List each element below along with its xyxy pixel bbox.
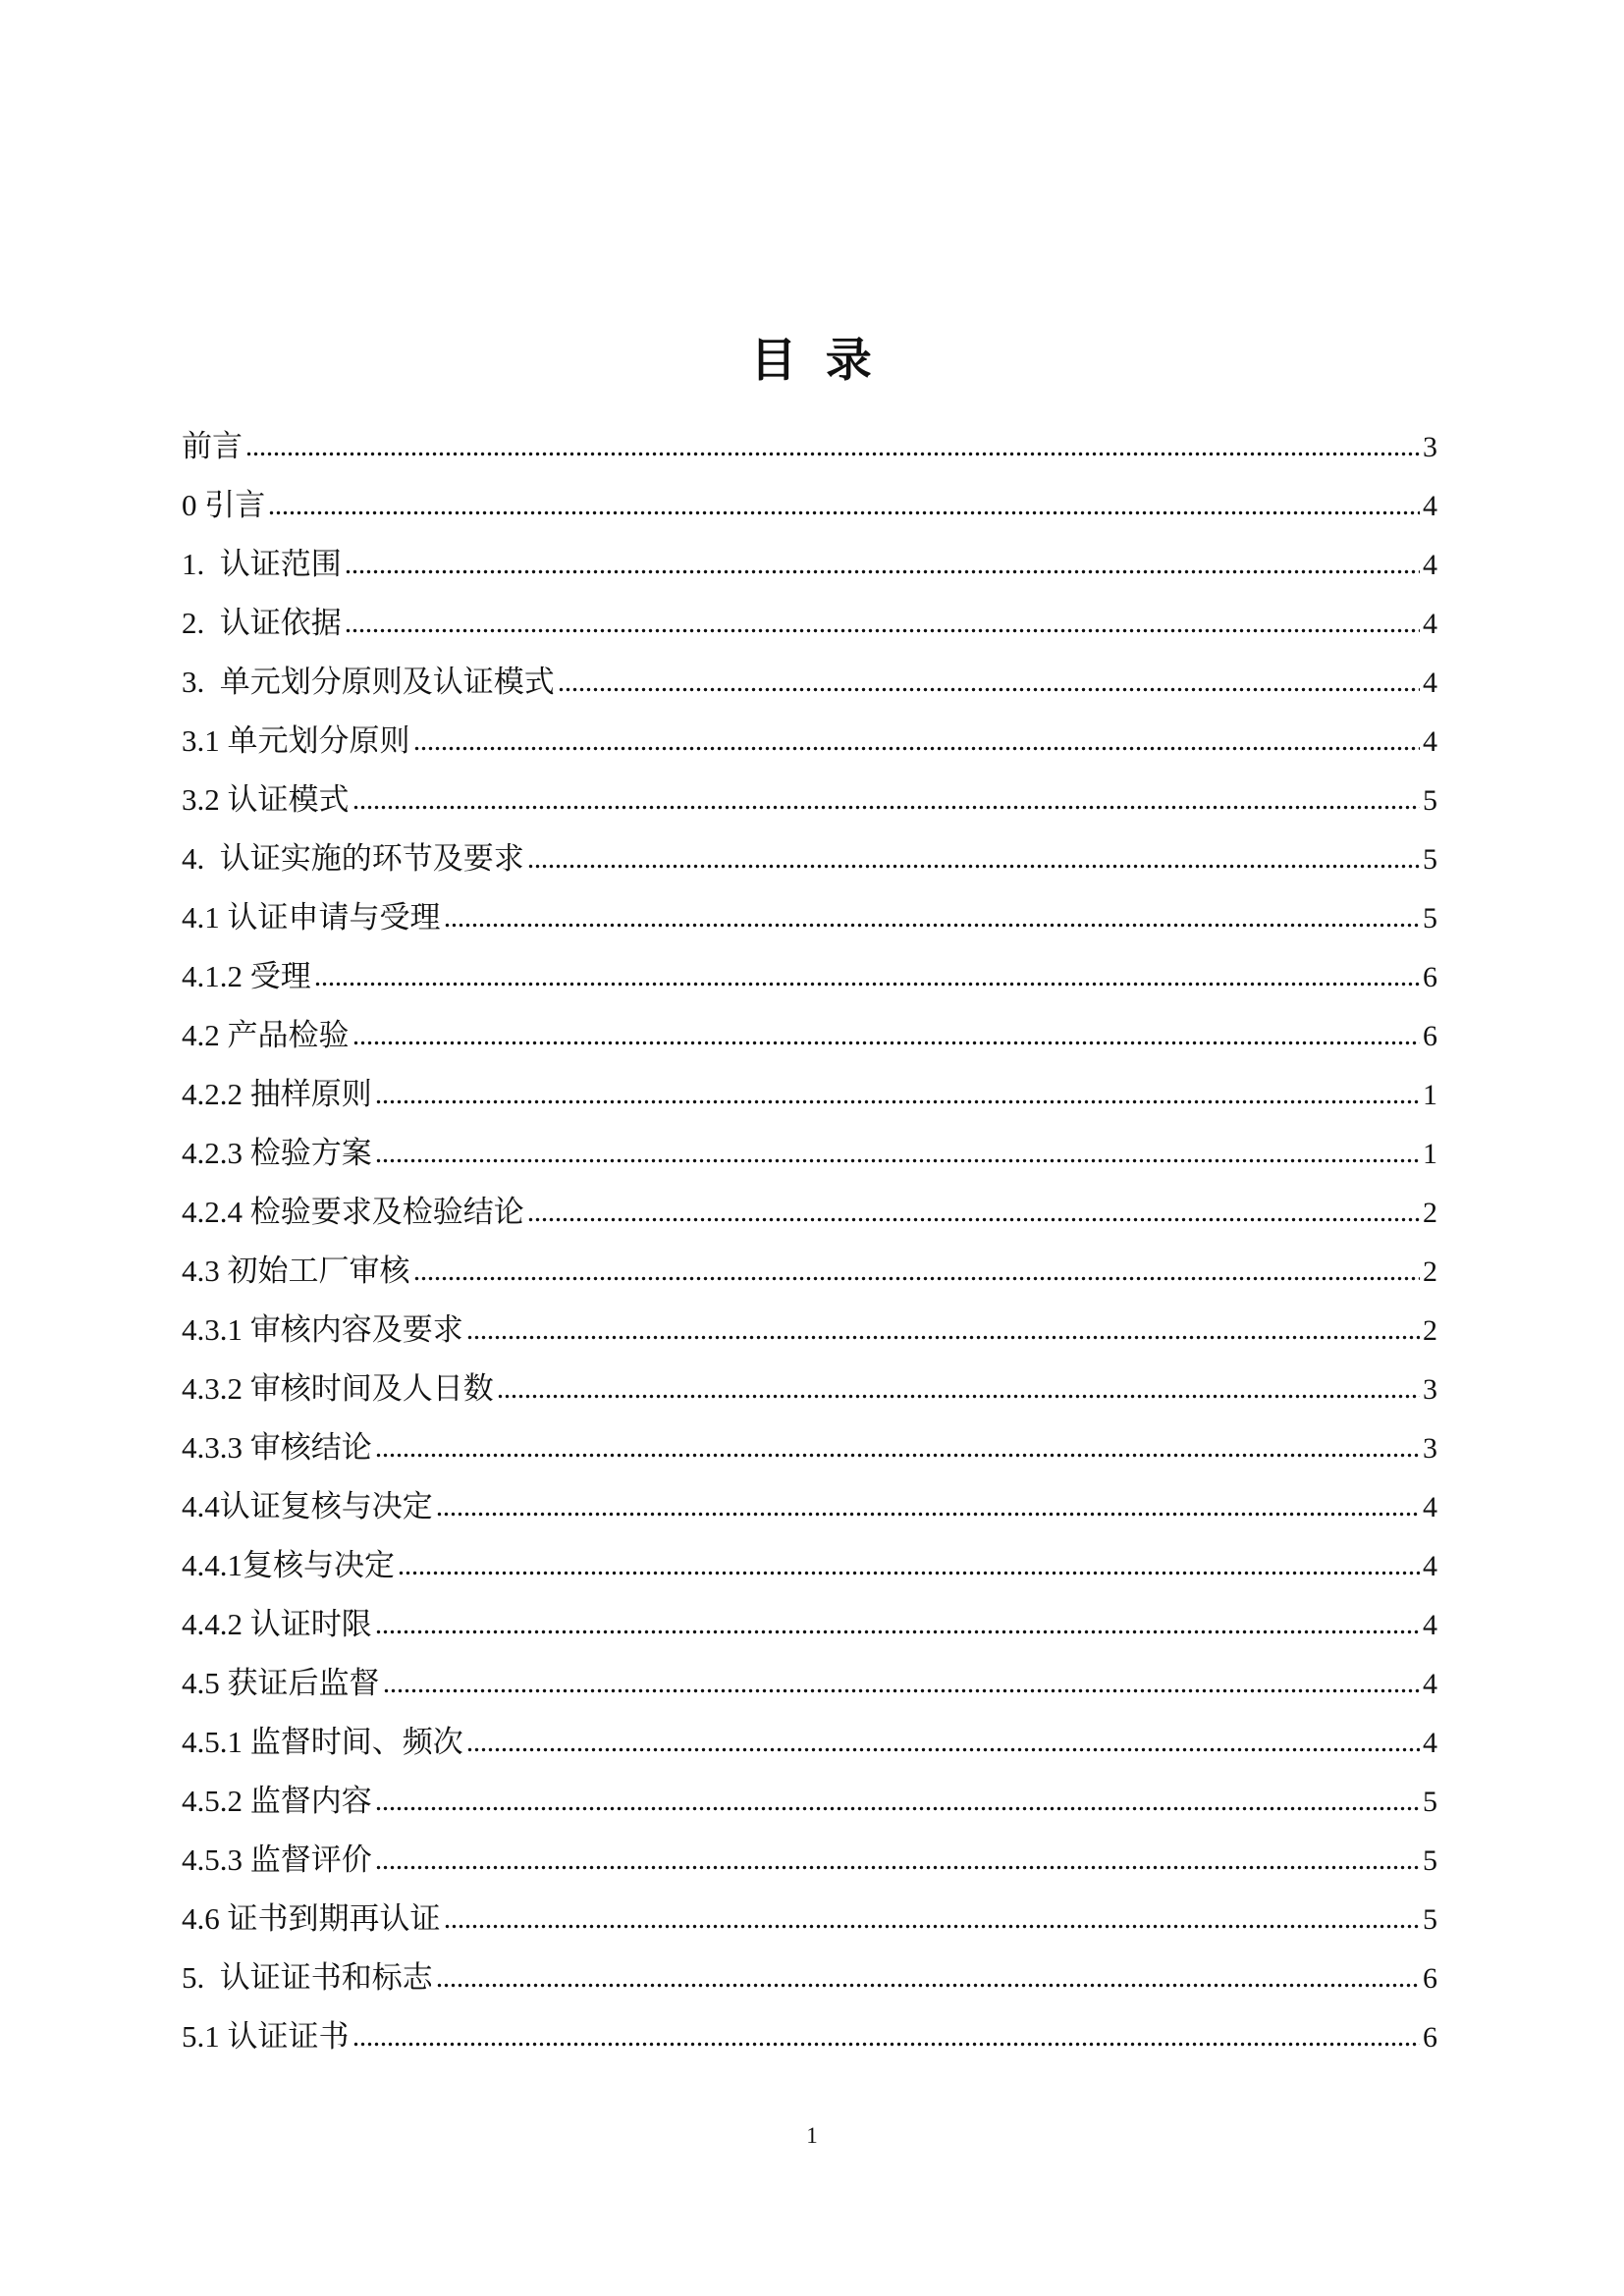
toc-entry[interactable] xyxy=(182,1242,1437,1301)
dotted-leader xyxy=(353,1041,1421,1045)
toc-entry-label: 4.1 认证申请与受理 xyxy=(182,900,441,934)
toc-entry-page-number: 4 xyxy=(1423,608,1437,640)
toc-entry[interactable] xyxy=(182,1536,1437,1595)
toc-entry[interactable] xyxy=(182,1713,1437,1772)
toc-entry-label: 2. 认证依据 xyxy=(182,606,342,640)
toc-entry-label: 4.5.3 监督评价 xyxy=(182,1842,372,1877)
toc-entry[interactable] xyxy=(182,771,1437,829)
toc-entry-page-number: 3 xyxy=(1423,431,1437,463)
toc-entry-label: 4.4.1复核与决定 xyxy=(182,1548,395,1582)
toc-entry-label: 4.1.2 受理 xyxy=(182,959,311,993)
toc-entry-page-number: 5 xyxy=(1423,784,1437,817)
dotted-leader xyxy=(559,687,1420,692)
toc-entry[interactable] xyxy=(182,1418,1437,1477)
toc-entry-label: 4.5 获证后监督 xyxy=(182,1666,380,1700)
dotted-leader xyxy=(445,1924,1421,1929)
dotted-leader xyxy=(414,1276,1421,1281)
dotted-leader xyxy=(445,923,1421,928)
toc-entry[interactable] xyxy=(182,2007,1437,2066)
toc-entry-label: 4.4认证复核与决定 xyxy=(182,1489,433,1523)
toc-entry-label: 前言 xyxy=(182,429,243,463)
toc-entry-label: 4.2 产品检验 xyxy=(182,1018,350,1052)
toc-entry[interactable] xyxy=(182,1772,1437,1831)
dotted-leader xyxy=(246,452,1420,456)
toc-entry[interactable] xyxy=(182,653,1437,712)
toc-entry-label: 4.3.3 审核结论 xyxy=(182,1430,372,1465)
toc-entry[interactable] xyxy=(182,476,1437,535)
dotted-leader xyxy=(376,1453,1420,1458)
toc-entry-page-number: 6 xyxy=(1423,961,1437,993)
dotted-leader xyxy=(384,1688,1421,1693)
dotted-leader xyxy=(353,2042,1421,2047)
dotted-leader xyxy=(376,1865,1420,1870)
toc-entry-label: 4.3.2 审核时间及人日数 xyxy=(182,1371,494,1406)
toc-entry[interactable] xyxy=(182,1360,1437,1418)
toc-entry-label: 5.1 认证证书 xyxy=(182,2019,350,2054)
toc-entry[interactable] xyxy=(182,1949,1437,2007)
dotted-leader xyxy=(414,746,1421,751)
dotted-leader xyxy=(498,1394,1420,1399)
toc-entry-label: 3.2 认证模式 xyxy=(182,782,350,817)
toc-entry-page-number: 6 xyxy=(1423,1020,1437,1052)
toc-entry-page-number: 4 xyxy=(1423,1668,1437,1700)
toc-entry-page-number: 6 xyxy=(1423,2021,1437,2054)
toc-entry-page-number: 4 xyxy=(1423,549,1437,581)
toc-entry-page-number: 3 xyxy=(1423,1432,1437,1465)
toc-entry-page-number: 1 xyxy=(1423,1138,1437,1170)
toc-entry-page-number: 4 xyxy=(1423,725,1437,758)
toc-entry-label: 4.2.3 检验方案 xyxy=(182,1136,372,1170)
dotted-leader xyxy=(467,1335,1420,1340)
toc-entry-page-number: 4 xyxy=(1423,1491,1437,1523)
toc-entry-label: 4.4.2 认证时限 xyxy=(182,1607,372,1641)
toc-entry[interactable] xyxy=(182,1183,1437,1242)
toc-entry-page-number: 4 xyxy=(1423,1550,1437,1582)
toc-entry-page-number: 5 xyxy=(1423,843,1437,876)
page-footer-number: 1 xyxy=(806,2123,818,2148)
dotted-leader xyxy=(528,1217,1420,1222)
toc-entry[interactable] xyxy=(182,594,1437,653)
toc-entry-page-number: 2 xyxy=(1423,1197,1437,1229)
toc-entry[interactable] xyxy=(182,1890,1437,1949)
dotted-leader xyxy=(346,569,1420,574)
toc-entry[interactable] xyxy=(182,535,1437,594)
toc-entry-page-number: 5 xyxy=(1423,1903,1437,1936)
toc-entry[interactable] xyxy=(182,1124,1437,1183)
toc-entry[interactable] xyxy=(182,1006,1437,1065)
toc-entry-label: 4.3 初始工厂审核 xyxy=(182,1254,410,1288)
dotted-leader xyxy=(353,805,1421,810)
toc-entry-page-number: 5 xyxy=(1423,1844,1437,1877)
dotted-leader xyxy=(376,1158,1420,1163)
toc-entry-page-number: 4 xyxy=(1423,667,1437,699)
toc-entry-label: 4.5.2 监督内容 xyxy=(182,1784,372,1818)
dotted-leader xyxy=(315,982,1420,987)
toc-entry-page-number: 3 xyxy=(1423,1373,1437,1406)
dotted-leader xyxy=(376,1629,1420,1634)
dotted-leader xyxy=(437,1512,1420,1517)
dotted-leader xyxy=(376,1099,1420,1104)
toc-entry-label: 4. 认证实施的环节及要求 xyxy=(182,841,524,876)
toc-entry-label: 0 引言 xyxy=(182,488,266,522)
dotted-leader xyxy=(528,864,1420,869)
toc-entry-page-number: 4 xyxy=(1423,1727,1437,1759)
toc-entry[interactable] xyxy=(182,1065,1437,1124)
table-of-contents xyxy=(182,417,1437,2066)
toc-entry-label: 4.5.1 监督时间、频次 xyxy=(182,1725,463,1759)
dotted-leader xyxy=(269,510,1420,515)
toc-entry[interactable] xyxy=(182,829,1437,888)
toc-entry-label: 4.2.2 抽样原则 xyxy=(182,1077,372,1111)
toc-entry[interactable] xyxy=(182,1301,1437,1360)
toc-entry[interactable] xyxy=(182,417,1437,476)
toc-entry-page-number: 6 xyxy=(1423,1962,1437,1995)
toc-entry-label: 3.1 单元划分原则 xyxy=(182,723,410,758)
dotted-leader xyxy=(346,628,1420,633)
toc-entry-page-number: 2 xyxy=(1423,1255,1437,1288)
toc-entry-page-number: 4 xyxy=(1423,490,1437,522)
toc-entry[interactable] xyxy=(182,1831,1437,1890)
dotted-leader xyxy=(437,1983,1420,1988)
toc-entry-page-number: 2 xyxy=(1423,1314,1437,1347)
toc-entry-page-number: 1 xyxy=(1423,1079,1437,1111)
toc-entry[interactable] xyxy=(182,1477,1437,1536)
toc-entry[interactable] xyxy=(182,888,1437,947)
toc-entry-label: 4.2.4 检验要求及检验结论 xyxy=(182,1195,524,1229)
toc-entry-label: 4.3.1 审核内容及要求 xyxy=(182,1312,463,1347)
toc-entry[interactable] xyxy=(182,712,1437,771)
toc-entry[interactable] xyxy=(182,1654,1437,1713)
dotted-leader xyxy=(399,1571,1420,1575)
toc-entry-label: 1. 认证范围 xyxy=(182,547,342,581)
toc-entry[interactable] xyxy=(182,1595,1437,1654)
toc-entry-page-number: 5 xyxy=(1423,902,1437,934)
dotted-leader xyxy=(376,1806,1420,1811)
toc-entry-label: 4.6 证书到期再认证 xyxy=(182,1901,441,1936)
toc-entry-page-number: 4 xyxy=(1423,1609,1437,1641)
dotted-leader xyxy=(467,1747,1420,1752)
toc-entry[interactable] xyxy=(182,947,1437,1006)
toc-entry-page-number: 5 xyxy=(1423,1786,1437,1818)
toc-entry-label: 3. 单元划分原则及认证模式 xyxy=(182,665,555,699)
page-title: 目 录 xyxy=(750,336,874,387)
toc-entry-label: 5. 认证证书和标志 xyxy=(182,1960,433,1995)
